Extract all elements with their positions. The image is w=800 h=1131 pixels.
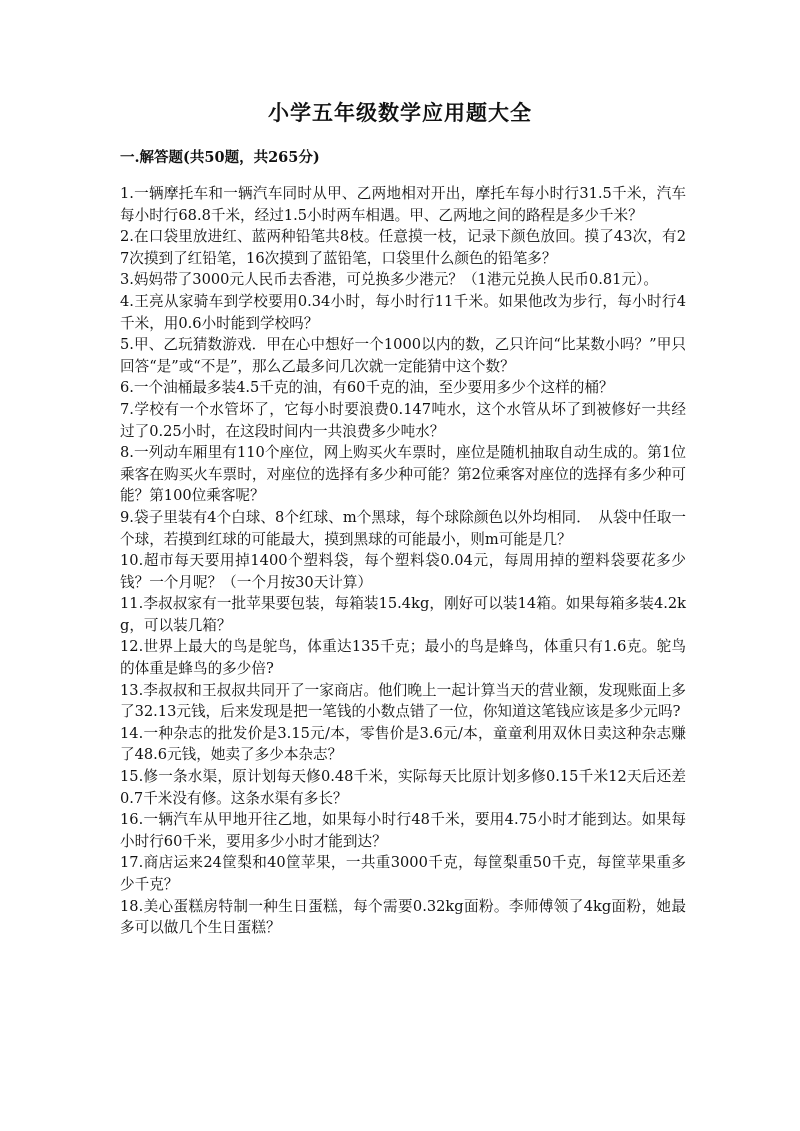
question-item: 6.一个油桶最多装4.5千克的油，有60千克的油，至少要用多少个这样的桶？ (120, 379, 614, 397)
question-item: 1.一辆摩托车和一辆汽车同时从甲、乙两地相对开出，摩托车每小时行31.5千米，汽车每小时行68.8千米，经过1.5小时两车相遇。甲、乙两地之间的路程是多少千米？ (120, 185, 686, 224)
question-item: 3.妈妈带了3000元人民币去香港，可兑换多少港元？（1港元兑换人民币0.81元）。 (120, 271, 658, 289)
question-item: 8.一列动车厢里有110个座位，网上购买火车票时，座位是随机抽取自动生成的。第1位乘客在购买火车票时，对座位的选择有多少种可能？第2位乘客对座位的选择有多少种可能？第100位乘客呢？ (120, 444, 686, 505)
question-item: 7.学校有一个水管坏了，它每小时要浪费0.147吨水，这个水管从坏了到被修好一共经过了0.25小时，在这段时间内一共浪费多少吨水？ (120, 400, 686, 440)
question-item: 13.李叔叔和王叔叔共同开了一家商店。他们晚上一起计算当天的营业额，发现账面上多了32.13元钱，后来发现是把一笔钱的小数点错了一位，你知道这笔钱应该是多少元吗? (120, 681, 686, 721)
question-item: 11.李叔叔家有一批苹果要包装，每箱装15.4kg，刚好可以装14箱。如果每箱多装4.2kg，可以装几箱？ (120, 595, 686, 634)
question-list (120, 183, 686, 939)
document-title: 小学五年级数学应用题大全 (268, 100, 532, 125)
question-item: 9.袋子里装有4个白球、8个红球、m个黑球，每个球除颜色以外均相同． 从袋中任取一个球，若摸到红球的可能最大，摸到黑球的可能最小，则m可能是几？ (120, 508, 686, 548)
question-item: 12.世界上最大的鸟是鸵鸟，体重达135千克；最小的鸟是蜂鸟，体重只有1.6克。鸵鸟的体重是蜂鸟的多少倍? (120, 638, 686, 678)
question-item: 14.一种杂志的批发价是3.15元/本，零售价是3.6元/本，童童利用双休日卖这种杂志赚了48.6元钱，她卖了多少本杂志？ (120, 724, 686, 764)
section-heading: 一.解答题(共50题，共265分) (120, 149, 320, 166)
question-item: 17.商店运来24筐梨和40筐苹果，一共重3000千克，每筐梨重50千克，每筐苹果重多少千克？ (120, 854, 686, 893)
question-item: 16.一辆汽车从甲地开往乙地，如果每小时行48千米，要用4.75小时才能到达。如果每小时行60千米，要用多少小时才能到达？ (120, 811, 686, 850)
question-item: 5.甲、乙玩猜数游戏．甲在心中想好一个1000以内的数，乙只许问“比某数小吗？”甲只回答“是”或“不是”，那么乙最多问几次就一定能猜中这个数？ (120, 336, 686, 375)
question-item: 18.美心蛋糕房特制一种生日蛋糕，每个需要0.32kg面粉。李师傅领了4kg面粉，她最多可以做几个生日蛋糕？ (120, 897, 686, 937)
question-item: 15.修一条水渠，原计划每天修0.48千米，实际每天比原计划多修0.15千米12天后还差0.7千米没有修。这条水渠有多长？ (120, 768, 686, 807)
question-item: 4.王亮从家骑车到学校要用0.34小时，每小时行11千米。如果他改为步行，每小时行4千米，用0.6小时能到学校吗？ (120, 292, 686, 332)
question-item: 10.超市每天要用掉1400个塑料袋，每个塑料袋0.04元，每周用掉的塑料袋要花多少钱？一个月呢？（一个月按30天计算） (120, 552, 686, 591)
question-item: 2.在口袋里放进红、蓝两种铅笔共8枝。任意摸一枝，记录下颜色放回。摸了43次，有27次摸到了红铅笔，16次摸到了蓝铅笔，口袋里什么颜色的铅笔多？ (120, 228, 686, 267)
